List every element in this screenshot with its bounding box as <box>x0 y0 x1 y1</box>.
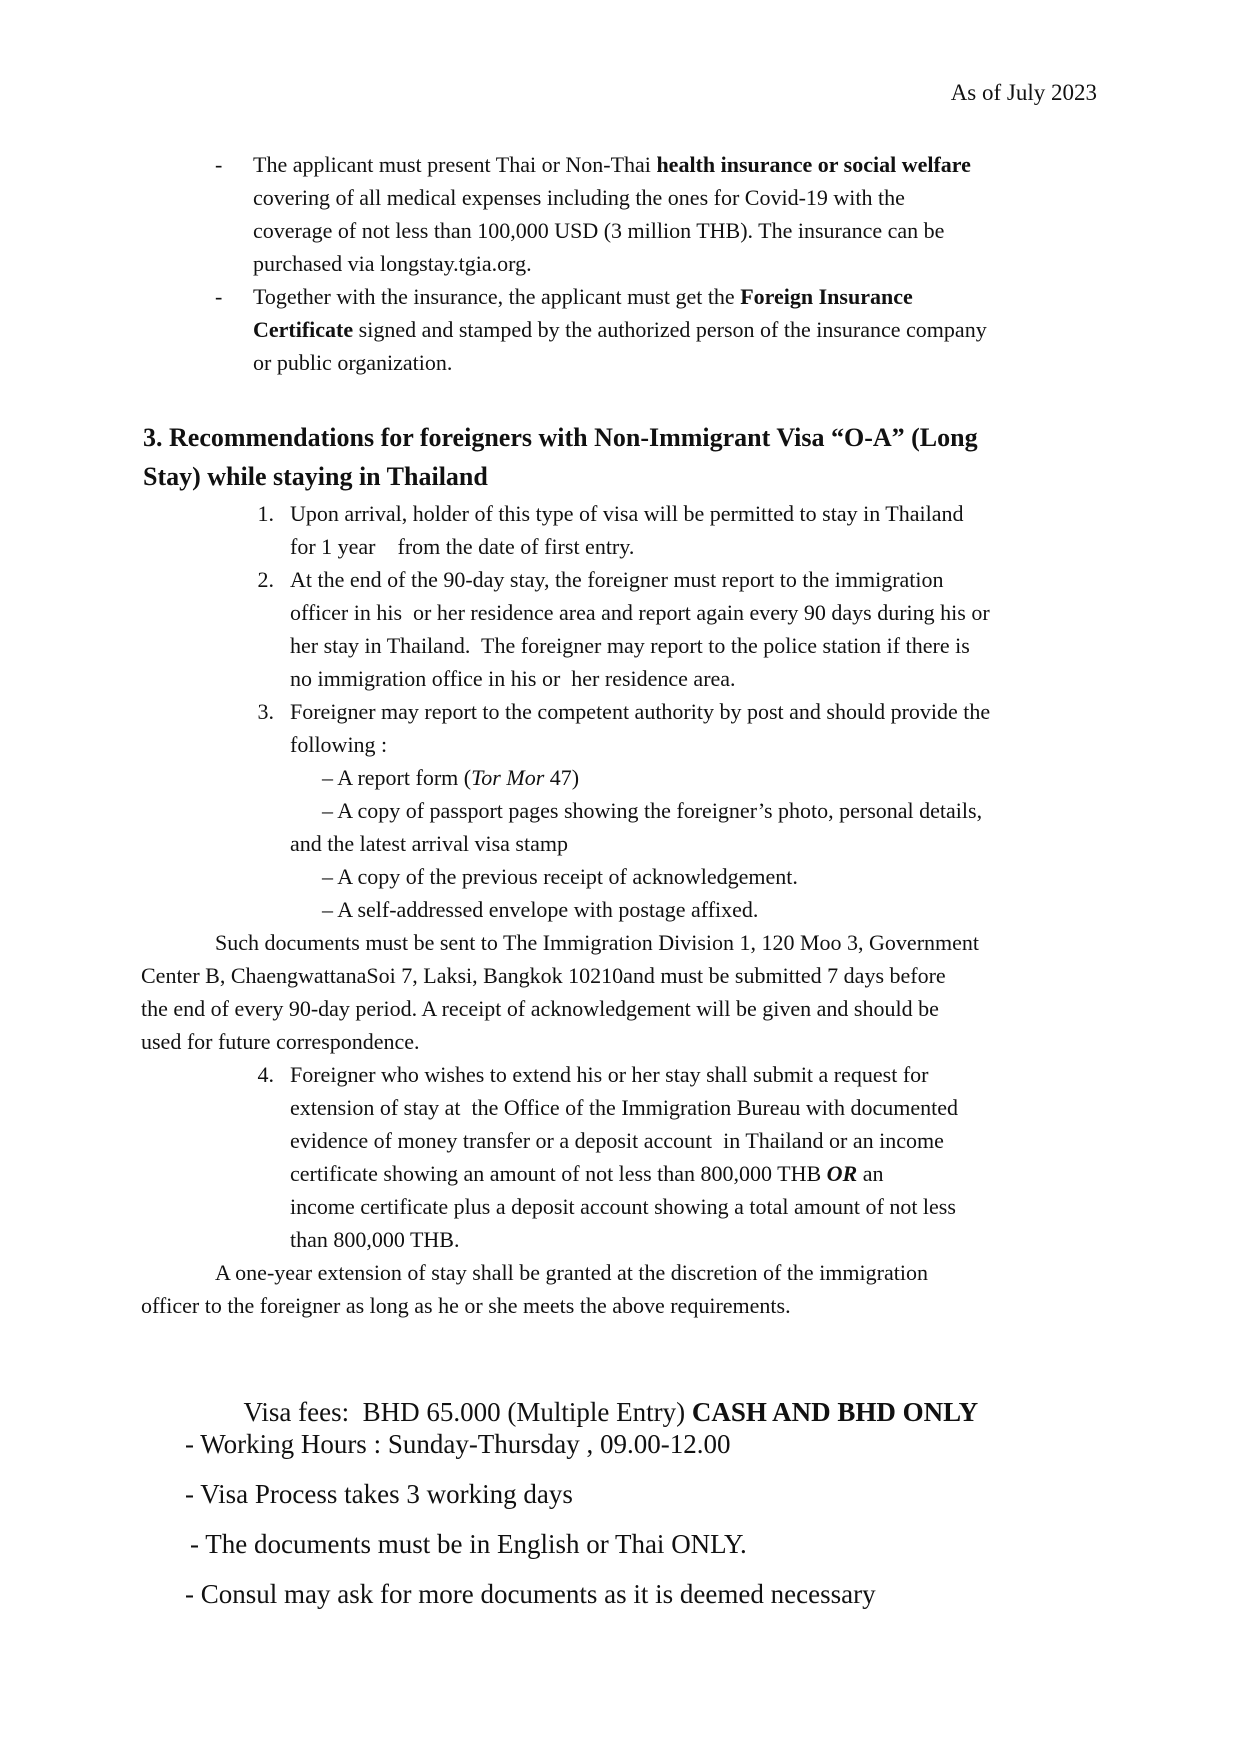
bullet-text-line: The applicant must present Thai or Non-Thai health insurance or social welfare <box>253 152 971 177</box>
note-language: - The documents must be in English or Thai ONLY. <box>190 1529 747 1559</box>
extension-paragraph: officer to the foreigner as long as he or she meets the above requirements. <box>141 1293 791 1318</box>
address-paragraph: Such documents must be sent to The Immigration Division 1, 120 Moo 3, Government <box>215 930 980 955</box>
bullet-text-line: coverage of not less than 100,000 USD (3 million THB). The insurance can be <box>253 218 945 243</box>
extension-paragraph: A one-year extension of stay shall be granted at the discretion of the immigration <box>215 1260 928 1285</box>
list-number: 2. <box>257 567 274 592</box>
list-item: certificate showing an amount of not less than 800,000 THB OR an <box>290 1161 884 1186</box>
list-item: her stay in Thailand. The foreigner may report to the police station if there is <box>290 633 970 658</box>
sub-item: – A self-addressed envelope with postage affixed. <box>322 897 759 922</box>
sub-item: and the latest arrival visa stamp <box>290 831 568 856</box>
note-extra-documents: - Consul may ask for more documents as it is deemed necessary <box>185 1579 876 1609</box>
list-item: At the end of the 90-day stay, the foreigner must report to the immigration <box>290 567 944 592</box>
list-item: no immigration office in his or her residence area. <box>290 666 736 691</box>
address-paragraph: the end of every 90-day period. A receipt of acknowledgement will be given and should be <box>141 996 939 1021</box>
bullet-dash: - <box>215 284 223 309</box>
section-heading: Stay) while staying in Thailand <box>143 462 488 491</box>
sub-item: – A copy of passport pages showing the foreigner’s photo, personal details, <box>322 798 983 823</box>
list-item: officer in his or her residence area and report again every 90 days during his or <box>290 600 990 625</box>
sub-item: – A report form (Tor Mor 47) <box>322 765 580 790</box>
list-number: 4. <box>257 1062 274 1087</box>
note-working-hours: - Working Hours : Sunday-Thursday , 09.00-12.00 <box>185 1429 731 1459</box>
bullet-text-line: covering of all medical expenses including the ones for Covid-19 with the <box>253 185 905 210</box>
address-paragraph: used for future correspondence. <box>141 1029 420 1054</box>
note-processing-time: - Visa Process takes 3 working days <box>185 1479 573 1509</box>
bullet-text-line: Certificate signed and stamped by the authorized person of the insurance company <box>253 317 987 342</box>
visa-fees: Visa fees: BHD 65.000 (Multiple Entry) CASH AND BHD ONLY <box>243 1397 979 1427</box>
bullet-dash: - <box>215 152 223 177</box>
list-number: 1. <box>257 501 274 526</box>
list-item: following : <box>290 732 388 757</box>
list-item: Upon arrival, holder of this type of visa will be permitted to stay in Thailand <box>290 501 964 526</box>
list-item: Foreigner who wishes to extend his or her stay shall submit a request for <box>290 1062 929 1087</box>
list-item: income certificate plus a deposit account showing a total amount of not less <box>290 1194 956 1219</box>
bullet-text-line: Together with the insurance, the applicant must get the Foreign Insurance <box>253 284 913 309</box>
list-item: evidence of money transfer or a deposit account in Thailand or an income <box>290 1128 944 1153</box>
sub-item: – A copy of the previous receipt of acknowledgement. <box>322 864 798 889</box>
bullet-text-line: purchased via longstay.tgia.org. <box>253 251 532 276</box>
list-item: than 800,000 THB. <box>290 1227 460 1252</box>
list-item: extension of stay at the Office of the Immigration Bureau with documented <box>290 1095 958 1120</box>
list-number: 3. <box>257 699 274 724</box>
document-date: As of July 2023 <box>950 80 1097 105</box>
address-paragraph: Center B, ChaengwattanaSoi 7, Laksi, Bangkok 10210and must be submitted 7 days before <box>141 963 946 988</box>
section-heading: 3. Recommendations for foreigners with Non-Immigrant Visa “O-A” (Long <box>143 423 978 452</box>
bullet-text-line: or public organization. <box>253 350 453 375</box>
list-item: Foreigner may report to the competent authority by post and should provide the <box>290 699 991 724</box>
list-item: for 1 year from the date of first entry. <box>290 534 635 559</box>
